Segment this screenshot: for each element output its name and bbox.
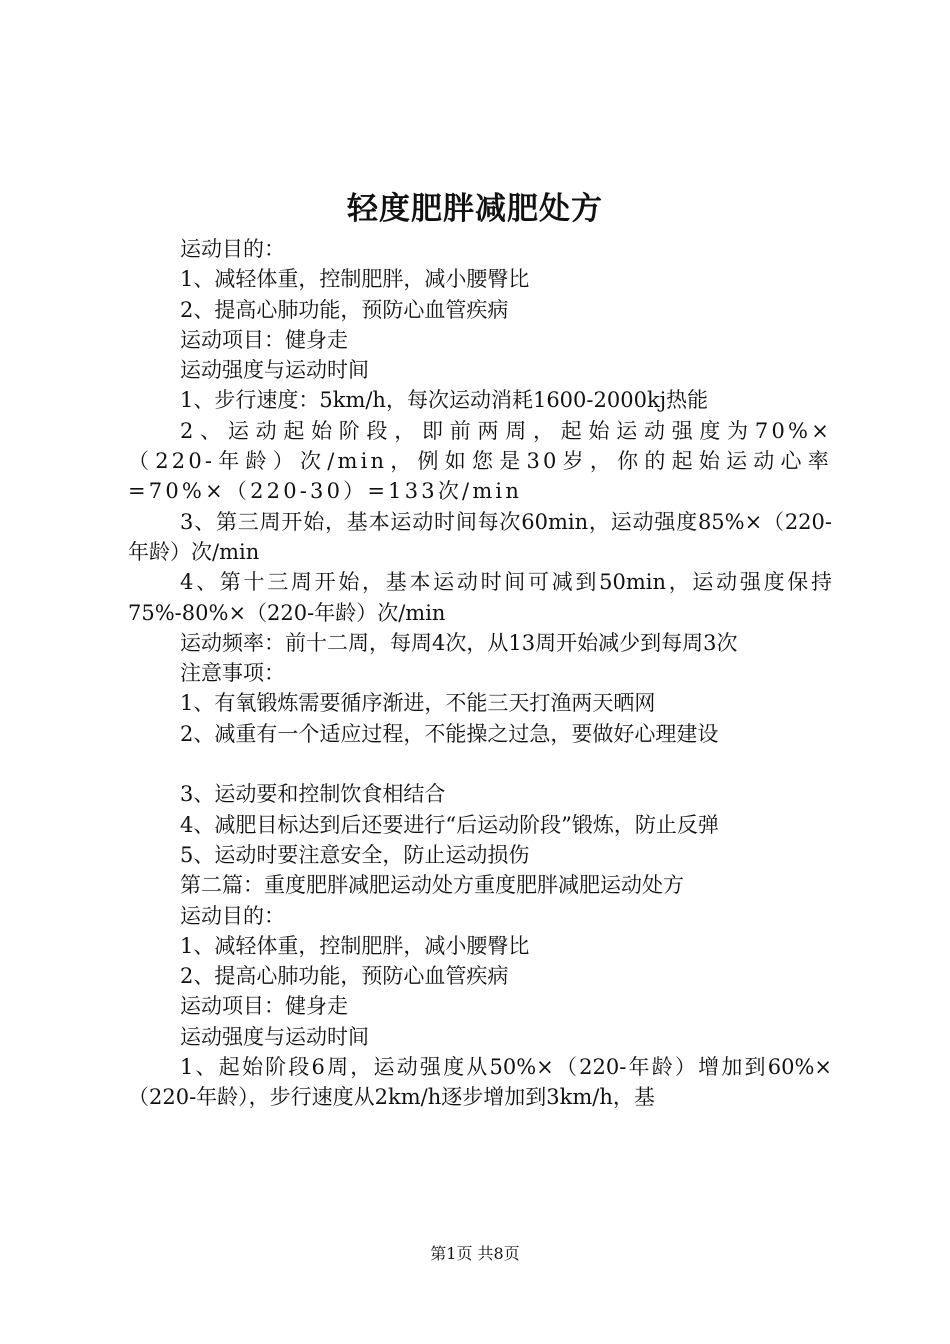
paragraph: 运动强度与运动时间 [180,1024,369,1049]
paragraph: 2、提高心肺功能，预防心血管疾病 [180,297,509,322]
paragraph: 1、起始阶段6周，运动强度从50%×（220-年龄）增加到60%×（220-年龄），步行速度从2km/h逐步增加到3km/h，基 [128,1055,832,1110]
paragraph: 1、有氧锻炼需要循序渐进，不能三天打渔两天晒网 [180,691,656,716]
paragraph: 运动项目：健身走 [180,994,348,1019]
paragraph: 5、运动时要注意安全，防止运动损伤 [180,842,530,867]
document-title: 轻度肥胖减肥处方 [347,191,603,227]
paragraph: 注意事项： [180,661,285,686]
paragraph: 运动项目：健身走 [180,327,348,352]
paragraph: 第二篇：重度肥胖减肥运动处方重度肥胖减肥运动处方 [180,873,684,898]
paragraph: 运动目的： [180,237,285,261]
paragraph: 4、第十三周开始，基本运动时间可减到50min，运动强度保持75%-80%×（220-年龄）次/min [128,570,832,625]
paragraph: 1、步行速度：5km/h，每次运动消耗1600-2000kj热能 [180,388,709,413]
paragraph: 2、运动起始阶段，即前两周，起始运动强度为70%×（220-年龄）次/min，例如您是30岁，你的起始运动心率=70%×（220-30）=133次/min [128,418,832,504]
paragraph: 运动强度与运动时间 [180,358,369,383]
paragraph: 2、减重有一个适应过程，不能操之过急，要做好心理建设 [180,721,719,746]
paragraph: 2、提高心肺功能，预防心血管疾病 [180,964,509,989]
paragraph: 3、运动要和控制饮食相结合 [180,782,446,807]
document-body [128,234,832,1113]
paragraph: 1、减轻体重，控制肥胖，减小腰臀比 [180,933,530,958]
paragraph: 运动频率：前十二周，每周4次，从13周开始减少到每周3次 [180,630,738,655]
paragraph: 3、第三周开始，基本运动时间每次60min，运动强度85%×（220-年龄）次/min [128,509,832,564]
paragraph: 1、减轻体重，控制肥胖，减小腰臀比 [180,267,530,292]
blank-paragraph [128,749,832,779]
paragraph: 4、减肥目标达到后还要进行“后运动阶段”锻炼，防止反弹 [180,812,719,837]
page-number-footer: 第1页 共8页 [430,1244,520,1263]
paragraph: 运动目的： [180,903,285,928]
